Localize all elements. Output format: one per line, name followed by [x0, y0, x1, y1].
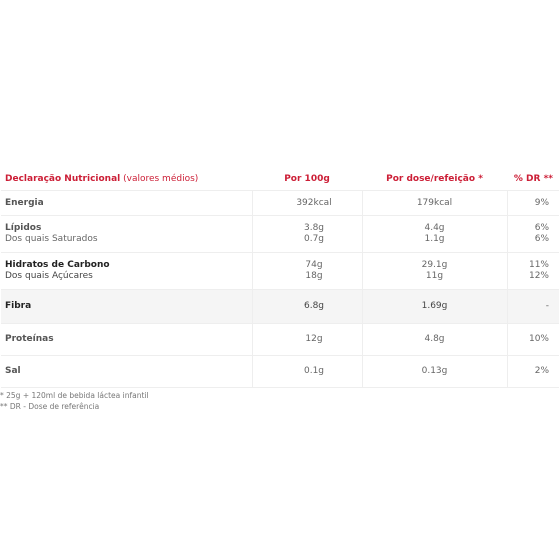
row-label: Proteínas	[1, 324, 252, 356]
value-per-100g-cell	[252, 253, 362, 290]
value-dr-cell	[507, 216, 559, 253]
value-per-100g: 392kcal	[252, 191, 362, 216]
value-per-dose: 1.69g	[362, 290, 507, 324]
table-row	[1, 324, 559, 356]
value-per-dose: 4.4g	[424, 223, 445, 233]
value-dr: 2%	[507, 356, 559, 388]
value-dr: 11%	[528, 260, 549, 270]
value-per-100g-cell	[252, 216, 362, 253]
header-per-dose: Por dose/refeição *	[362, 167, 507, 191]
header-declaration	[1, 167, 252, 191]
row-label: Fibra	[1, 290, 252, 324]
value-per-dose: 0.13g	[362, 356, 507, 388]
header-title: Declaração Nutricional	[5, 173, 121, 184]
row-label-cell	[1, 216, 252, 253]
value-per-100g: 12g	[252, 324, 362, 356]
value-dr-sub: 6%	[534, 234, 549, 244]
footnotes	[0, 390, 149, 412]
row-label: Lípidos	[5, 223, 42, 233]
table-row	[1, 290, 559, 324]
header-subtitle: (valores médios)	[120, 173, 199, 184]
value-per-100g: 6.8g	[252, 290, 362, 324]
header-per-100g: Por 100g	[252, 167, 362, 191]
row-sublabel: Dos quais Saturados	[5, 234, 98, 244]
value-per-dose-sub: 11g	[425, 271, 444, 281]
value-per-dose-cell	[362, 253, 507, 290]
row-sublabel: Dos quais Açúcares	[5, 271, 93, 281]
table-row	[1, 216, 559, 253]
table-row	[1, 191, 559, 216]
header-dr: % DR **	[507, 167, 559, 191]
value-dr: 10%	[507, 324, 559, 356]
table-header-row	[1, 167, 559, 191]
value-per-dose: 179kcal	[362, 191, 507, 216]
value-per-100g-sub: 0.7g	[303, 234, 325, 244]
value-per-100g: 0.1g	[252, 356, 362, 388]
value-per-dose-cell	[362, 216, 507, 253]
value-dr: -	[507, 290, 559, 324]
value-dr: 9%	[507, 191, 559, 216]
row-label: Hidratos de Carbono	[5, 260, 110, 270]
value-per-dose: 4.8g	[362, 324, 507, 356]
value-per-dose-sub: 1.1g	[424, 234, 445, 244]
footnote-dose: * 25g + 120ml de bebida láctea infantil	[0, 391, 149, 400]
row-label: Energia	[1, 191, 252, 216]
table-row	[1, 356, 559, 388]
value-per-100g-sub: 18g	[305, 271, 323, 281]
row-label: Sal	[1, 356, 252, 388]
value-per-100g: 74g	[305, 260, 323, 270]
value-per-dose: 29.1g	[421, 260, 448, 270]
value-dr-sub: 12%	[528, 271, 549, 281]
value-dr: 6%	[534, 223, 549, 233]
footnote-dr: ** DR - Dose de referência	[0, 402, 100, 411]
table-row	[1, 253, 559, 290]
nutrition-table-container	[0, 167, 560, 388]
value-per-100g: 3.8g	[303, 223, 325, 233]
row-label-cell	[1, 253, 252, 290]
value-dr-cell	[507, 253, 559, 290]
nutrition-table	[1, 167, 559, 388]
